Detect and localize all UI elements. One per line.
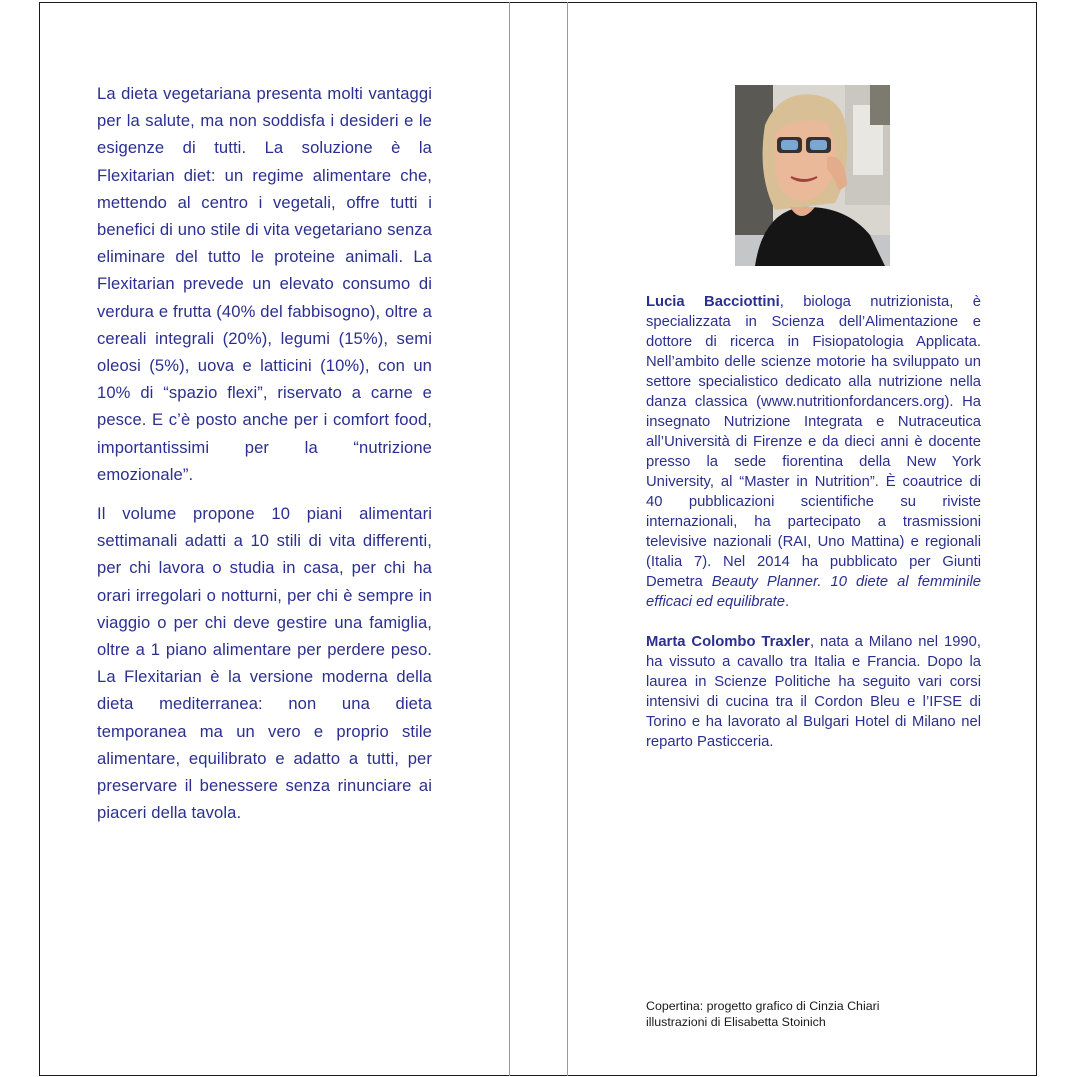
author-name: Marta Colombo Traxler <box>646 634 810 650</box>
credit-line: Copertina: progetto grafico di Cinzia Chiari <box>646 999 880 1013</box>
author-photo <box>735 85 890 266</box>
author-bio-text: , biologa nutrizionista, è specializzata in Scienza dell’Alimentazione e dottore di ricerca in Fisiopatologia Applicata. Nell’ambito delle scienze motorie ha sviluppato un settore specialistico dedicato alla nutrizione nella danza classica (www.nutritionfordancers.org). Ha insegnato Nutrizione Integrata e Nutraceutica all’Università di Firenze e da dieci anni è docente presso la sede fiorentina della New York University, al “Master in Nutrition”. È coautrice di 40 pubblicazioni scientifiche su riviste internazionali, ha partecipato a trasmissioni televisive nazionali (RAI, Uno Mattina) e regionali (Italia 7). Nel 2014 ha pubblicato per Giunti Demetra <box>646 294 981 590</box>
spine-fold-line <box>567 2 568 1076</box>
author-bio-text: . <box>785 594 790 610</box>
blurb-paragraph: Il volume propone 10 piani alimentari settimanali adatti a 10 stili di vita differenti, per chi lavora o studia in casa, per chi ha orari irregolari o notturni, per chi è sempre in viaggio o per chi deve gestire una famiglia, oltre a 1 piano alimentare per perdere peso. La Flexitarian è la versione moderna della dieta mediterranea: non una dieta temporanea ma un vero e proprio stile alimentare, equilibrato e adatto a tutti, per preservare il benessere senza rinunciare ai piaceri della tavola. <box>97 504 432 823</box>
credit-line: illustrazioni di Elisabetta Stoinich <box>646 1015 826 1029</box>
cover-credits <box>646 998 981 1030</box>
author-name: Lucia Bacciottini <box>646 294 780 310</box>
author-bios <box>646 292 981 752</box>
blurb-paragraph: La dieta vegetariana presenta molti vantaggi per la salute, ma non soddisfa i desideri e le esigenze di tutti. La soluzione è la Flexitarian diet: un regime alimentare che, mettendo al centro i vegetali, offre tutti i benefici di uno stile di vita vegetariano senza eliminare del tutto le proteine animali. La Flexitarian prevede un elevato consumo di verdura e frutta (40% del fabbisogno), oltre a cereali integrali (20%), legumi (15%), semi oleosi (5%), uova e latticini (10%), con un 10% di “spazio flexi”, riservato a carne e pesce. E c’è posto anche per i comfort food, importantissimi per la “nutrizione emozionale”. <box>97 84 432 484</box>
author-bio-text: , nata a Milano nel 1990, ha vissuto a cavallo tra Italia e Francia. Dopo la laurea in Scienze Politiche ha seguito vari corsi intensivi di cucina tra il Cordon Bleu e l’IFSE di Torino e ha lavorato al Bulgari Hotel di Milano nel reparto Pasticceria. <box>646 634 981 750</box>
author-bio <box>646 292 981 612</box>
book-title: Beauty Planner. 10 diete al femminile efficaci ed equilibrate <box>646 574 981 610</box>
spine-fold-line <box>509 2 510 1076</box>
author-bio <box>646 632 981 752</box>
back-cover-blurb <box>97 80 432 838</box>
